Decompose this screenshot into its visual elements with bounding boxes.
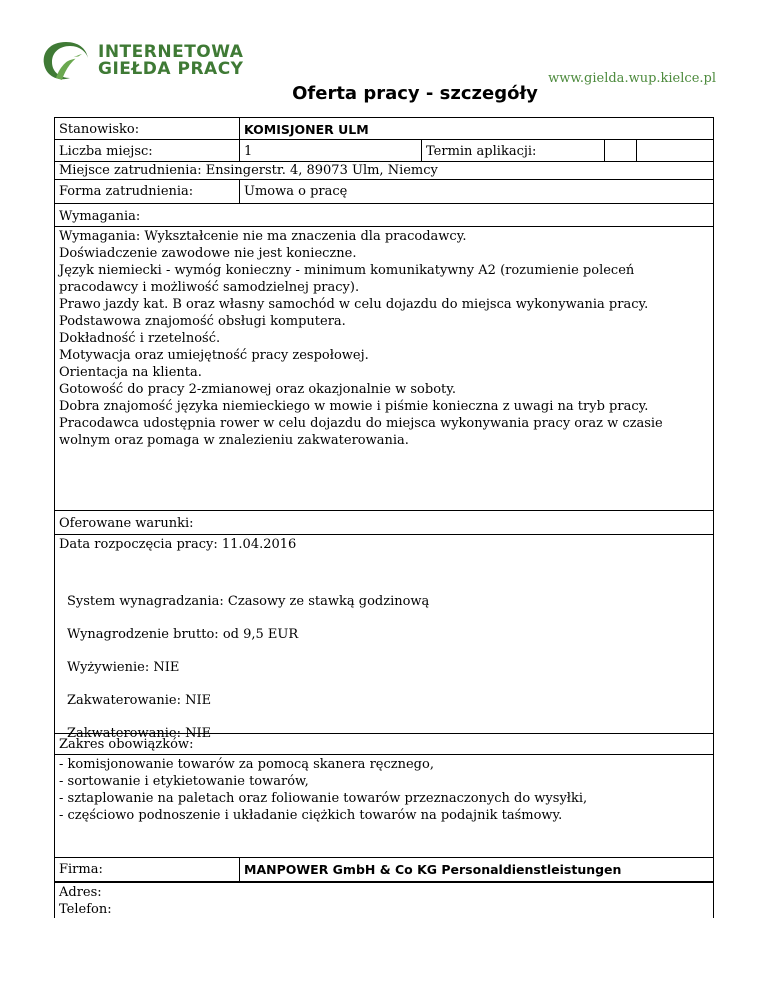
employment-value: Umowa o pracę <box>244 184 348 199</box>
position-label: Stanowisko: <box>55 118 240 139</box>
requirement-line: wolnym oraz pomaga w znalezieniu zakwaterowania. <box>59 433 409 448</box>
salary: Wynagrodzenie brutto: od 9,5 EUR <box>67 627 299 642</box>
requirement-line: Podstawowa znajomość obsługi komputera. <box>59 314 346 329</box>
logo-text <box>98 44 244 78</box>
company-label: Firma: <box>55 858 240 881</box>
position-row <box>54 117 714 140</box>
logo-line-2: GIEŁDA PRACY <box>98 59 244 79</box>
phone-label: Telefon: <box>59 902 112 917</box>
requirement-line: Gotowość do pracy 2-zmianowej oraz okazjonalnie w soboty. <box>59 382 457 397</box>
requirement-line: Doświadczenie zawodowe nie jest konieczne. <box>59 246 357 261</box>
requirement-line: Wymagania: Wykształcenie nie ma znaczenia dla pracodawcy. <box>59 229 467 244</box>
duties-list <box>54 755 714 858</box>
duties-label: Zakres obowiązków: <box>54 734 714 755</box>
employment-label: Forma zatrudnienia: <box>55 180 240 203</box>
logo-line-1: INTERNETOWA <box>98 42 244 62</box>
site-url[interactable]: www.gielda.wup.kielce.pl <box>548 71 716 86</box>
count-row <box>54 140 714 162</box>
deadline-value <box>605 140 637 161</box>
company-row <box>54 858 714 882</box>
salary-system: System wynagradzania: Czasowy ze stawką godzinową <box>67 594 430 609</box>
position-value: KOMISJONER ULM <box>244 122 369 137</box>
housing: Zakwaterowanie: NIE <box>67 693 212 708</box>
duty-line: - komisjonowanie towarów za pomocą skanera ręcznego, <box>59 757 434 772</box>
count-label: Liczba miejsc: <box>55 140 240 161</box>
requirement-line: Dobra znajomość języka niemieckiego w mowie i piśmie konieczna z uwagi na tryb pracy. <box>59 399 649 414</box>
food: Wyżywienie: NIE <box>67 660 180 675</box>
conditions-list <box>54 535 714 741</box>
requirement-line: Pracodawca udostępnia rower w celu dojazdu do miejsca wykonywania pracy oraz w czasie <box>59 416 663 431</box>
offer-table <box>54 117 714 918</box>
requirement-line: pracodawcy i możliwość samodzielnej pracy). <box>59 280 360 295</box>
duty-line: - częściowo podnoszenie i układanie ciężkich towarów na podajnik taśmowy. <box>59 808 563 823</box>
start-date: Data rozpoczęcia pracy: 11.04.2016 <box>59 537 297 552</box>
count-value: 1 <box>240 140 422 161</box>
housing: Zakwaterowanie: NIE <box>67 726 212 741</box>
requirements-list <box>54 227 714 511</box>
requirement-line: Motywacja oraz umiejętność pracy zespołowej. <box>59 348 369 363</box>
duty-line: - sztaplowanie na paletach oraz foliowanie towarów przeznaczonych do wysyłki, <box>59 791 588 806</box>
employment-row <box>54 180 714 204</box>
page-title: Oferta pracy - szczegóły <box>292 83 538 104</box>
logo <box>40 38 244 84</box>
company-value: MANPOWER GmbH & Co KG Personaldienstleistungen <box>244 862 622 877</box>
requirement-line: Język niemiecki - wymóg konieczny - minimum komunikatywny A2 (rozumienie poleceń <box>59 263 635 278</box>
requirement-line: Prawo jazdy kat. B oraz własny samochód w celu dojazdu do miejsca wykonywania pracy. <box>59 297 649 312</box>
address-label: Adres: <box>59 885 102 900</box>
contact-block <box>54 882 714 918</box>
duty-line: - sortowanie i etykietowanie towarów, <box>59 774 309 789</box>
requirements-label: Wymagania: <box>54 204 714 227</box>
location: Miejsce zatrudnienia: Ensingerstr. 4, 89073 Ulm, Niemcy <box>54 162 714 180</box>
conditions-label: Oferowane warunki: <box>54 511 714 535</box>
logo-leaf-icon <box>40 38 92 84</box>
requirement-line: Dokładność i rzetelność. <box>59 331 221 346</box>
deadline-label: Termin aplikacji: <box>422 140 605 161</box>
requirement-line: Orientacja na klienta. <box>59 365 202 380</box>
